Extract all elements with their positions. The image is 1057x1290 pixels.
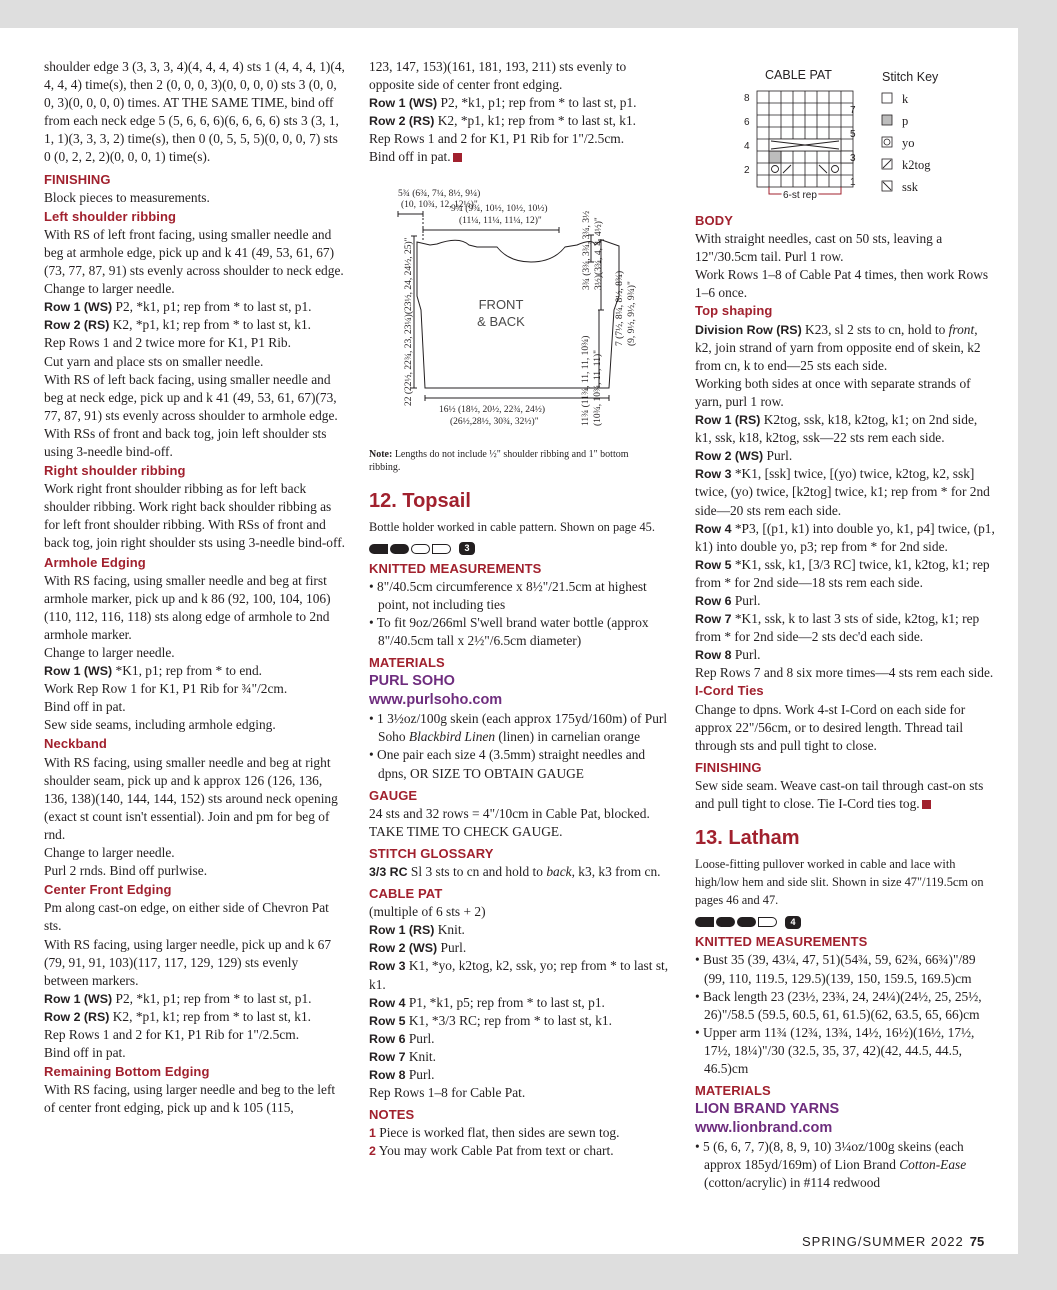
page-footer [802,1234,984,1249]
paragraph: TAKE TIME TO CHECK GAUGE. [369,823,563,839]
row-number: 4 [744,141,750,152]
subsection-heading: Right shoulder ribbing [44,463,186,479]
paragraph: 24 sts and 32 rows = 4"/10cm in Cable Pat, blocked. [369,805,650,821]
paragraph: 3/3 RC Sl 3 sts to cn and hold to back, k3, k3 from cn. [369,863,661,879]
skill-bar [716,917,735,927]
paragraph: Rep Rows 1 and 2 for K1, P1 Rib for 1"/2.5cm. [369,131,625,147]
skill-level-icon [695,915,997,929]
section-heading: MATERIALS [695,1083,771,1099]
row-number: 5 [850,129,856,140]
paragraph: Pm along cast-on edge, on either side of Chevron Pat sts. [44,900,329,934]
neck-width-label: 9¾ (9¾, 10½, 10½, 10½) [451,203,548,214]
subsection-heading: Neckband [44,736,107,752]
section-heading: FINISHING [695,759,762,775]
row-instruction: Row 3 K1, *yo, k2tog, k2, ssk, yo; rep from * to last st, k1. [369,958,669,992]
subsection-heading: Top shaping [695,303,773,319]
side-length-label: 11¾ (11¾, 11, 11, 10¾) [581,335,591,426]
side-length-label-2: (10¾, 10¾, 11, 11)" [593,349,603,426]
skill-bar [432,544,451,554]
paragraph: With RSs of front and back tog, join left shoulder sts using 3-needle bind-off. [44,425,327,459]
row-instruction: Row 1 (RS) K2tog, ssk, k18, k2tog, k1; on 2nd side, k1, ssk, k18, k2tog, ssk—22 sts rem each side. [695,412,978,446]
skill-level-badge: 4 [785,916,801,929]
paragraph: Bind off in pat. [369,148,672,166]
skill-bar [369,544,388,554]
cable-chart-block [695,58,997,202]
row-instruction: Row 8 Purl. [369,1067,435,1082]
row-number: 8 [744,93,750,104]
paragraph: Change to larger needle. [44,845,175,861]
note-item: 2 You may work Cable Pat from text or chart. [369,1143,614,1159]
paragraph: Work right front shoulder ribbing as for left back shoulder ribbing. Work right back shoulder ribbing as for left front shoulder ribbing. With RSs of front and back tog, join right shoulder sts using 3-needle bind-off. [44,481,345,551]
list-item: • To fit 9oz/266ml S'well brand water bottle (approx 8"/40.5cm tall x 2½"/6.5cm diameter) [369,614,649,649]
row-number: 1 [850,177,856,188]
row-instruction: Row 6 Purl. [369,1030,435,1046]
yarn-brand: PURL SOHO [369,673,455,690]
neck-depth-label-2: 3½)(3¾, 4, 4, 4½)" [594,216,604,290]
subsection-heading: I-Cord Ties [695,683,764,699]
row-instruction: Row 1 (WS) *K1, p1; rep from * to end. [44,663,263,679]
piece-label: FRONT [478,296,524,312]
paragraph: With RS of left front facing, using smaller needle and beg at armhole edge, pick up and k 41 (49, 53, 61, 67)(73, 77, 87, 91) sts evenly across shoulder to neck edge. [44,226,344,279]
row-instruction: Row 7 Knit. [369,1048,437,1064]
subsection-heading: Armhole Edging [44,554,146,570]
row-number: 6 [744,117,750,128]
neck-width-label-2: (11¼, 11¼, 11¼, 12)" [459,215,542,226]
section-heading: GAUGE [369,787,418,803]
row-instruction: Row 5 *K1, ssk, k1, [3/3 RC] twice, k1, k2tog, k1; rep from * for 2nd side—18 sts rem each side. [695,556,990,590]
pattern-title: 13. Latham [695,827,800,850]
list-item: • Back length 23 (23½, 23¾, 24, 24¼)(24½, 25, 25½, 26)"/58.5 (59.5, 60.5, 61, 61.5)(62, 63.5, 65, 66)cm [695,988,982,1022]
subsection-heading: Remaining Bottom Edging [44,1064,210,1080]
paragraph: Change to larger needle. [44,281,175,297]
paragraph: Sew side seams, including armhole edging. [44,717,276,733]
section-heading: FINISHING [44,171,111,187]
key-yo-swatch [882,137,892,147]
paragraph: Work Rep Row 1 for K1, P1 Rib for ¾"/2cm. [44,681,288,697]
paragraph: With RS facing, using smaller needle and beg at first armhole marker, pick up and k 86 (92, 100, 104, 106)(110, 112, 116, 118) sts along edge of armhole to 2nd armhole marker. [44,572,331,642]
top-width-label: 5¾ (6¾, 7¼, 8½, 9¼) [398,188,481,199]
row-instruction: Row 2 (RS) K2, *p1, k1; rep from * to last st, k1. [44,317,311,333]
skill-bar [695,917,714,927]
list-item: • Bust 35 (39, 43¼, 47, 51)(54¾, 59, 62¾, 66¾)"/89 (99, 110, 119.5, 129.5)(139, 150, 159.5, 169.5)cm [695,952,976,986]
paragraph: With RS facing, using larger needle, pick up and k 67 (79, 91, 91, 103)(117, 117, 129, 129) sts evenly between markers. [44,936,332,988]
page-number: 75 [969,1234,985,1249]
row-instruction: Row 5 K1, *3/3 RC; rep from * to last st, k1. [369,1012,612,1028]
subsection-heading: Center Front Edging [44,882,172,898]
row-instruction: Row 1 (RS) Knit. [369,922,465,938]
section-heading: BODY [695,213,733,228]
paragraph: Bind off in pat. [44,699,126,715]
row-instruction: Row 7 *K1, ssk, k to last 3 sts of side, k2tog, k1; rep from * for 2nd side—2 sts dec'd each side. [695,611,980,645]
magazine-page [0,28,1018,1254]
skill-bar [737,917,756,927]
row-instruction: Row 1 (WS) P2, *k1, p1; rep from * to last st, p1. [369,95,637,111]
bottom-width-label: 16½ (18½, 20½, 22¾, 24½) [439,404,546,415]
section-heading: NOTES [369,1107,415,1123]
key-k-label: k [902,92,909,106]
list-item: • One pair each size 4 (3.5mm) straight needles and dpns, OR SIZE TO OBTAIN GAUGE [369,747,646,781]
key-k-swatch [882,93,892,103]
row-instruction: Row 2 (RS) K2, *p1, k1; rep from * to last st, k1. [369,113,636,129]
paragraph: With RS facing, using smaller needle and beg at right shoulder seam, pick up and k approx 126 (126, 136, 136, 138)(140, 144, 144, 152) sts around neck opening (exact st count isn't essential). Join and pm for beg of rnd. [44,754,338,842]
list-item: • 5 (6, 6, 7, 7)(8, 8, 9, 10) 3¼oz/100g skeins (each approx 185yd/169m) of Lion Brand Cotton-Ease (cotton/acrylic) in #114 redwood [695,1139,967,1191]
paragraph: Change to larger needle. [44,645,175,660]
paragraph: Purl 2 rnds. Bind off purlwise. [44,863,208,879]
column-2 [369,58,672,1160]
key-k2tog-label: k2tog [902,158,931,172]
paragraph: Working both sides at once with separate strands of yarn, purl 1 row. [695,375,971,409]
key-ssk-label: ssk [902,180,918,194]
row-instruction: Row 1 (WS) P2, *k1, p1; rep from * to last st, p1. [44,299,312,315]
brand-url[interactable]: www.lionbrand.com [695,1120,833,1137]
yarn-brand: LION BRAND YARNS [695,1101,840,1118]
paragraph: Change to dpns. Work 4-st I-Cord on each side for approx 22"/56cm, or to desired length. Thread tail through sts and pull tight to close. [695,701,966,753]
garment-schematic [369,178,672,448]
key-yo-label: yo [902,136,915,150]
list-item: • 1 3½oz/100g skein (each approx 175yd/160m) of Purl Soho Blackbird Linen (linen) in carnelian orange [369,711,668,745]
pattern-intro: Loose-fitting pullover worked in cable and lace with high/low hem and side slit. Shown in size 47"/119.5cm on pages 46 and 47. [695,857,984,908]
pattern-intro: Bottle holder worked in cable pattern. Shown on page 45. [369,519,655,534]
row-number: 7 [850,105,856,116]
row-instruction: Row 8 Purl. [695,647,761,663]
paragraph: Sew side seam. Weave cast-on tail through cast-on sts and pull tight to close. Tie I-Cord ties tog. [695,777,984,811]
paragraph: 123, 147, 153)(161, 181, 193, 211) sts evenly to opposite side of center front edging. [369,59,627,93]
row-instruction: Row 1 (WS) P2, *k1, p1; rep from * to last st, p1. [44,990,312,1006]
paragraph: shoulder edge 3 (3, 3, 3, 4)(4, 4, 4, 4) sts 1 (4, 4, 4, 1)(4, 4, 4, 4) time(s), then 2 (0, 0, 0, 3)(0, 0, 0, 0) sts 3 (0, 0, 0, 3)(0, 0, 0, 0) times. AT THE SAME TIME, bind off from each neck edge 5 (5, 6, 6, 6)(6, 6, 6, 6) sts 3 (3, 1, 1, 1)(3, 3, 3, 2) time(s), then 0 (0, 5, 5, 5)(0, 0, 0, 7) sts 0 (0, 2, 2, 2)(0, 0, 0, 1) time(s). [44,59,345,165]
skill-level-icon [369,542,672,556]
piece-label-2: & BACK [477,313,525,329]
chart-title: CABLE PAT [765,68,832,82]
row-number: 2 [744,165,750,176]
end-mark-icon [453,153,462,162]
row-instruction: Row 6 Purl. [695,592,761,608]
skill-bar [758,917,777,927]
paragraph: Cut yarn and place sts on smaller needle. [44,353,264,369]
top-width-label-2: (10, 10¾, 12, 12½)" [401,199,478,210]
brand-url[interactable]: www.purlsoho.com [369,692,503,709]
chart-rep-label: 6-st rep [783,190,817,201]
paragraph: Work Rows 1–8 of Cable Pat 4 times, then work Rows 1–6 once. [695,267,989,301]
key-p-swatch [882,115,892,125]
armhole-label-2: (9, 9½, 9½, 9¾)" [627,280,637,346]
column-3 [695,58,997,1193]
row-instruction: Row 4 P1, *k1, p5; rep from * to last st, p1. [369,994,605,1010]
row-number: 3 [850,153,856,164]
section-heading: CABLE PAT [369,886,443,902]
bottom-width-label-2: (26½,28½, 30¾, 32½)" [450,416,539,427]
row-instruction: Row 4 *P3, [(p1, k1) into double yo, k1, p4] twice, (p1, k1) into double yo, p3; rep from * for 2nd side. [695,520,995,554]
armhole-label: 7 (7½, 8¼, 8½, 8¾) [615,270,625,346]
paragraph: Rep Rows 1 and 2 twice more for K1, P1 Rib. [44,335,291,351]
skill-bar [411,544,430,554]
row-instruction: Row 3 *K1, [ssk] twice, [(yo) twice, k2tog, k2, ssk] twice, (yo) twice, [k2tog] twice, k1; rep from * for 2nd side—20 sts rem each side. [695,466,990,518]
paragraph: Rep Rows 1 and 2 for K1, P1 Rib for 1"/2.5cm. [44,1026,300,1042]
column-1 [44,58,346,1117]
skill-level-badge: 3 [459,542,475,555]
pattern-title: 12. Topsail [369,489,471,512]
section-heading: MATERIALS [369,655,445,671]
paragraph: (multiple of 6 sts + 2) [369,904,486,920]
list-item: • Upper arm 11¾ (12¾, 13¾, 14½, 16½)(16½, 17½, 17½, 18¼)"/30 (32.5, 35, 37, 42)(42, 44.5, 44.5, 46.5)cm [695,1024,975,1077]
section-heading: KNITTED MEASUREMENTS [369,560,542,576]
paragraph: Rep Rows 7 and 8 six more times—4 sts rem each side. [695,665,994,681]
list-item: • 8"/40.5cm circumference x 8½"/21.5cm at highest point, not including ties [369,578,647,612]
paragraph: With straight needles, cast on 50 sts, leaving a 12"/30.5cm tail. Purl 1 row. [695,231,943,265]
schematic [369,178,672,448]
row-instruction: Division Row (RS) K23, sl 2 sts to cn, hold to front, k2, join strand of yarn from opposite end of skein, k2 from cn, k to end—25 sts each side. [695,321,981,373]
issue-label: SPRING/SUMMER 2022 [802,1234,964,1249]
paragraph: With RS facing, using larger needle and beg to the left of center front edging, pick up and k 105 (115, [44,1082,336,1116]
paragraph: Block pieces to measurements. [44,189,210,205]
subsection-heading: Left shoulder ribbing [44,208,177,224]
schematic-note: Note: Lengths do not include ½" shoulder ribbing and 1" bottom ribbing. [369,448,629,473]
paragraph: Bind off in pat. [44,1045,126,1061]
paragraph: Rep Rows 1–8 for Cable Pat. [369,1085,526,1101]
key-p-label: p [902,114,909,128]
end-mark-icon [922,800,931,809]
cable-chart [695,58,997,202]
section-heading: STITCH GLOSSARY [369,845,494,861]
skill-bar [390,544,409,554]
row-instruction: Row 2 (RS) K2, *p1, k1; rep from * to last st, k1. [44,1008,311,1024]
section-heading: KNITTED MEASUREMENTS [695,934,868,950]
stitch-key-title: Stitch Key [882,70,939,84]
total-length-label: 22 (22½, 22¾, 23, 23¼)(23½, 24, 24½, 25)" [404,237,414,406]
neck-depth-label: 3¾ (3¾, 3¾, 3¾, 3½ [582,210,592,290]
note-item: 1 Piece is worked flat, then sides are sewn tog. [369,1125,620,1141]
row-instruction: Row 2 (WS) Purl. [369,940,467,956]
row-instruction: Row 2 (WS) Purl. [695,448,793,464]
paragraph: With RS of left back facing, using smaller needle and beg at neck edge, pick up and k 41 (49, 53, 61, 67)(73, 77, 87, 91) sts evenly across shoulder to armhole edge. [44,371,338,423]
